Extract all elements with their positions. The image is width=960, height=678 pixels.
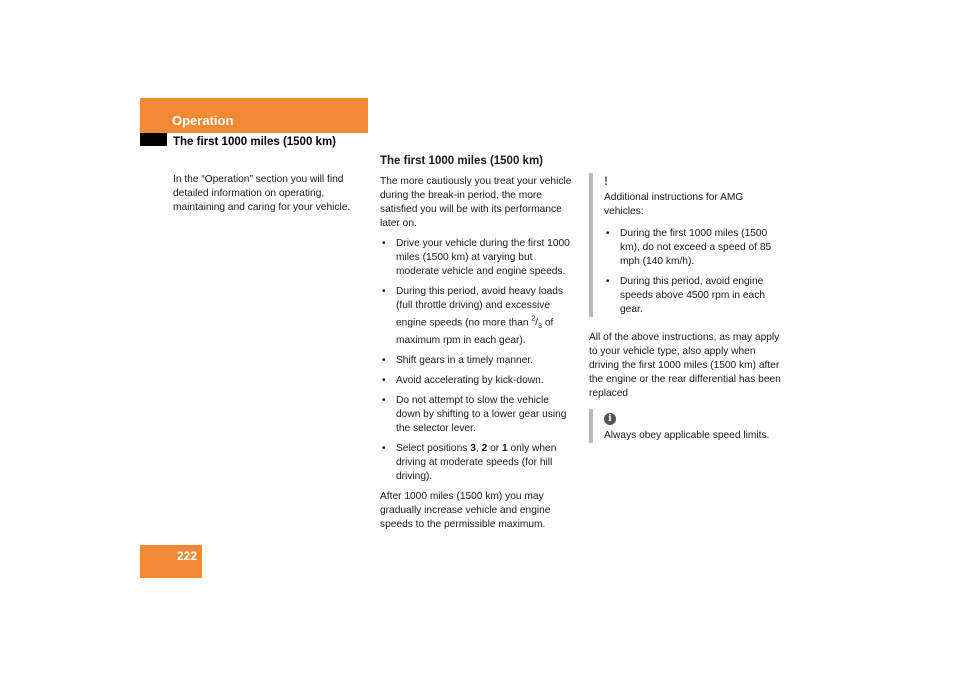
amg-warning-note [589, 173, 785, 317]
intro-column [173, 173, 369, 221]
intro-text: In the “Operation” section you will find detailed information on operating, maintaining and caring for your vehicle. [173, 174, 351, 213]
warning-icon: ! [604, 174, 608, 188]
amg-list [604, 227, 785, 317]
right-paragraph: All of the above instructions, as may apply to your vehicle type, also apply when driving the first 1000 miles (1500 km) after the engine or the rear differential has been replaced [589, 332, 781, 399]
section-title: Operation [172, 113, 234, 128]
break-in-list [380, 237, 576, 484]
list-item: • Shift gears in a timely manner. [380, 354, 576, 368]
info-note [589, 409, 785, 443]
list-item: • Select positions 3, 2 or 1 only when driving at moderate speeds (for hill driving). [380, 442, 576, 484]
list-item: • During this period, avoid heavy loads (full throttle driving) and excessive engine speeds (no more than $^2/_3$ of maximum rpm in each gear). [380, 285, 576, 348]
main-column [380, 175, 576, 538]
closing-paragraph: After 1000 miles (1500 km) you may gradually increase vehicle and engine speeds to the permissible maximum. [380, 491, 551, 531]
section-header-bar [140, 98, 368, 133]
list-item: • Drive your vehicle during the first 1000 miles (1500 km) at varying but moderate vehicle and engine speeds. [380, 237, 576, 279]
list-item: • During the first 1000 miles (1500 km), do not exceed a speed of 85 mph (140 km/h). [604, 227, 785, 269]
main-heading: The first 1000 miles (1500 km) [380, 155, 543, 167]
list-item: • During this period, avoid engine speeds above 4500 rpm in each gear. [604, 275, 785, 317]
info-icon: i [604, 413, 616, 425]
fraction: $^2/_3$ [531, 316, 543, 331]
right-column [589, 173, 785, 457]
section-marker [140, 133, 167, 146]
list-item: • Do not attempt to slow the vehicle down by shifting to a lower gear using the selector lever. [380, 394, 576, 436]
list-item: • Avoid accelerating by kick-down. [380, 374, 576, 388]
info-text: Always obey applicable speed limits. [604, 430, 770, 441]
main-paragraph: The more cautiously you treat your vehicle during the break-in period, the more satisfied you will be with its performance later on. [380, 176, 572, 229]
page-number-box [140, 545, 202, 578]
note-intro: Additional instructions for AMG vehicles: [604, 192, 744, 217]
subsection-title: The first 1000 miles (1500 km) [173, 136, 336, 148]
page-number: 222 [176, 549, 197, 563]
